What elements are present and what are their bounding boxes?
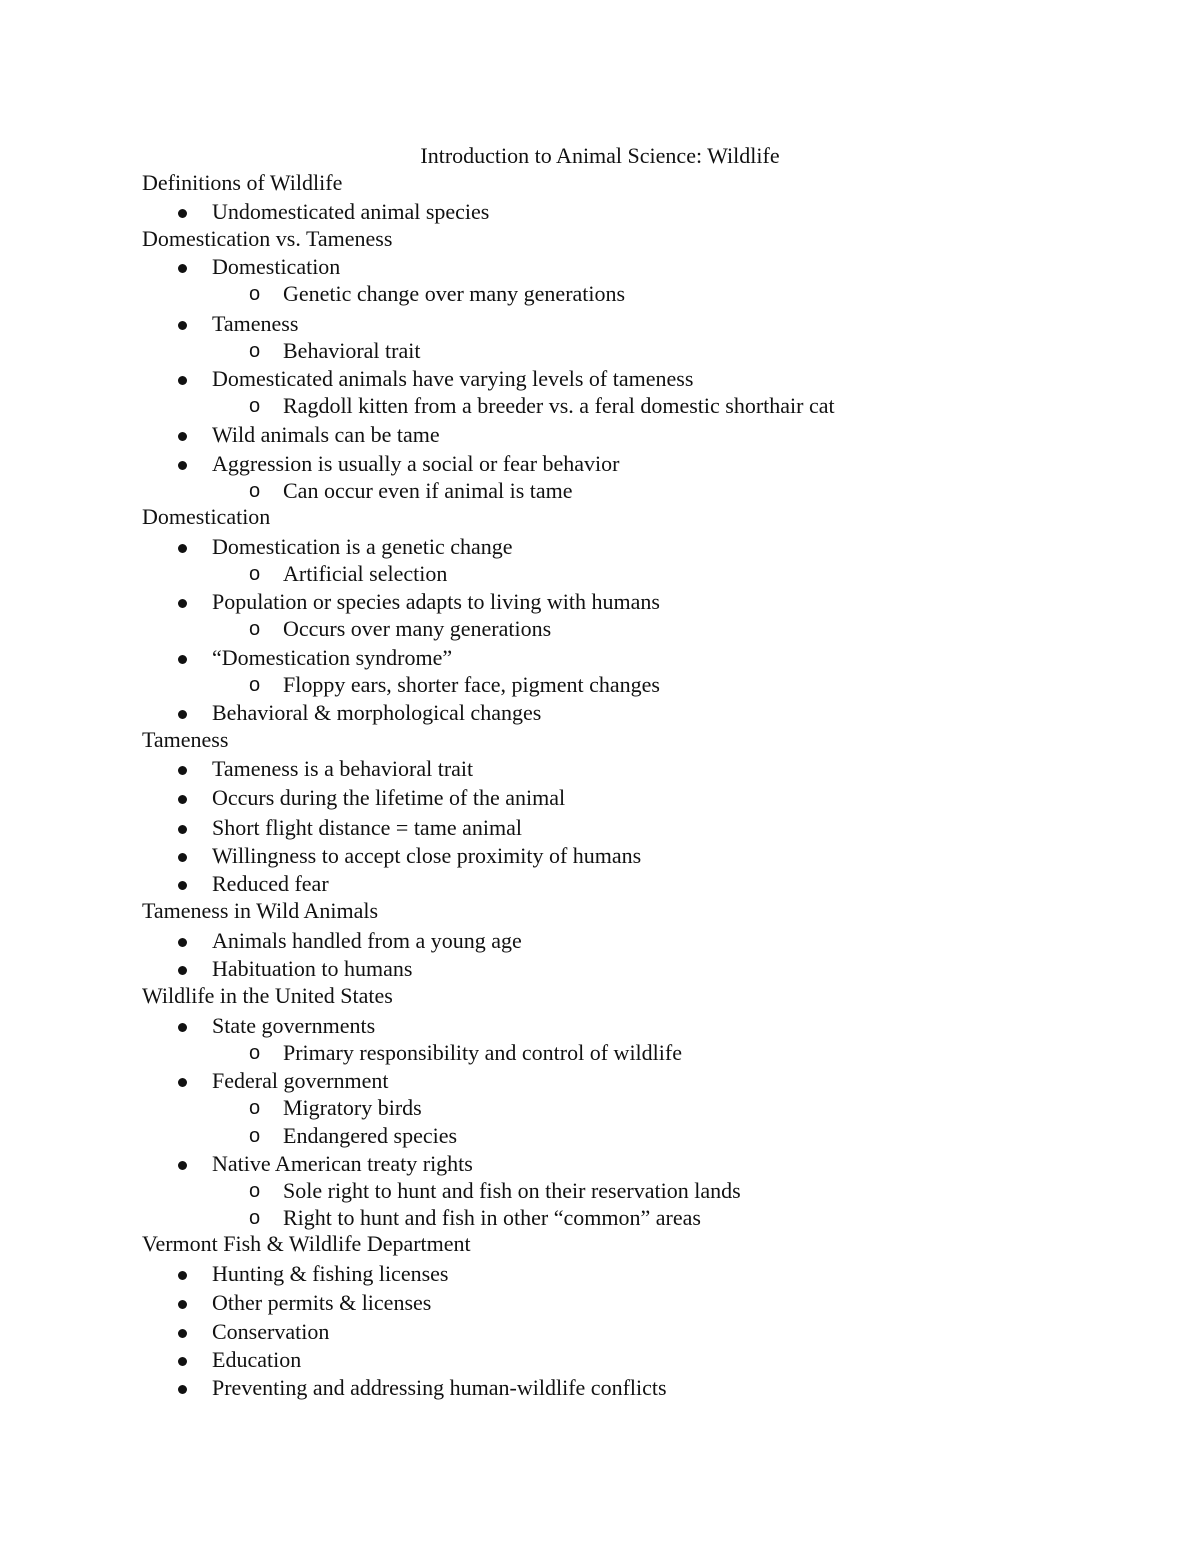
bullet-icon: [178, 1271, 187, 1280]
sub-list-item: Endangered species: [283, 1123, 458, 1148]
bullet-icon: [178, 853, 187, 862]
list-item: State governments: [212, 1013, 376, 1038]
section-heading: Tameness in Wild Animals: [142, 898, 379, 923]
bullet-icon: [178, 1385, 187, 1394]
sub-list-item: Occurs over many generations: [283, 616, 552, 641]
list-item: Short flight distance = tame animal: [212, 815, 522, 840]
sub-list-item: Behavioral trait: [283, 338, 421, 363]
bullet-icon: [178, 881, 187, 890]
list-item: Conservation: [212, 1319, 330, 1344]
document-title: Introduction to Animal Science: Wildlife: [420, 143, 780, 168]
bullet-icon: [178, 461, 187, 470]
sub-bullet-icon: o: [249, 674, 261, 696]
section-heading: Wildlife in the United States: [142, 983, 393, 1008]
bullet-icon: [178, 710, 187, 719]
sub-list-item: Can occur even if animal is tame: [283, 478, 573, 503]
sub-list-item: Floppy ears, shorter face, pigment changes: [283, 672, 660, 697]
sub-list-item: Migratory birds: [283, 1095, 422, 1120]
bullet-icon: [178, 1357, 187, 1366]
sub-bullet-icon: o: [249, 395, 261, 417]
list-item: Native American treaty rights: [212, 1151, 473, 1176]
sub-bullet-icon: o: [249, 618, 261, 640]
bullet-icon: [178, 432, 187, 441]
list-item: Tameness: [212, 311, 299, 336]
sub-list-item: Ragdoll kitten from a breeder vs. a feral domestic shorthair cat: [283, 393, 835, 418]
section-heading: Domestication vs. Tameness: [142, 226, 393, 251]
sub-bullet-icon: o: [249, 340, 261, 362]
sub-list-item: Primary responsibility and control of wildlife: [283, 1040, 682, 1065]
list-item: Tameness is a behavioral trait: [212, 756, 474, 781]
list-item: Hunting & fishing licenses: [212, 1261, 449, 1286]
sub-list-item: Artificial selection: [283, 561, 448, 586]
list-item: Domestication: [212, 254, 341, 279]
sub-list-item: Sole right to hunt and fish on their reservation lands: [283, 1178, 741, 1203]
bullet-icon: [178, 966, 187, 975]
bullet-icon: [178, 1161, 187, 1170]
sub-bullet-icon: o: [249, 1180, 261, 1202]
section-heading: Vermont Fish & Wildlife Department: [142, 1231, 471, 1256]
list-item: Aggression is usually a social or fear behavior: [212, 451, 620, 476]
bullet-icon: [178, 544, 187, 553]
sub-list-item: Right to hunt and fish in other “common” areas: [283, 1205, 701, 1230]
bullet-icon: [178, 209, 187, 218]
sub-bullet-icon: o: [249, 1042, 261, 1064]
sub-bullet-icon: o: [249, 563, 261, 585]
list-item: Population or species adapts to living with humans: [212, 589, 660, 614]
list-item: Domesticated animals have varying levels of tameness: [212, 366, 694, 391]
list-item: “Domestication syndrome”: [212, 645, 453, 670]
list-item: Wild animals can be tame: [212, 422, 440, 447]
list-item: Behavioral & morphological changes: [212, 700, 542, 725]
bullet-icon: [178, 376, 187, 385]
bullet-icon: [178, 766, 187, 775]
bullet-icon: [178, 1329, 187, 1338]
bullet-icon: [178, 795, 187, 804]
sub-bullet-icon: o: [249, 1125, 261, 1147]
sub-bullet-icon: o: [249, 283, 261, 305]
list-item: Animals handled from a young age: [212, 928, 522, 953]
bullet-icon: [178, 655, 187, 664]
section-heading: Tameness: [142, 727, 229, 752]
section-heading: Domestication: [142, 504, 271, 529]
list-item: Habituation to humans: [212, 956, 413, 981]
bullet-icon: [178, 599, 187, 608]
list-item: Education: [212, 1347, 302, 1372]
list-item: Federal government: [212, 1068, 389, 1093]
list-item: Preventing and addressing human-wildlife conflicts: [212, 1375, 667, 1400]
list-item: Undomesticated animal species: [212, 199, 490, 224]
sub-bullet-icon: o: [249, 1207, 261, 1229]
list-item: Other permits & licenses: [212, 1290, 432, 1315]
list-item: Domestication is a genetic change: [212, 534, 513, 559]
bullet-icon: [178, 1078, 187, 1087]
section-heading: Definitions of Wildlife: [142, 170, 343, 195]
list-item: Reduced fear: [212, 871, 329, 896]
bullet-icon: [178, 264, 187, 273]
bullet-icon: [178, 825, 187, 834]
bullet-icon: [178, 1023, 187, 1032]
sub-list-item: Genetic change over many generations: [283, 281, 626, 306]
bullet-icon: [178, 938, 187, 947]
list-item: Occurs during the lifetime of the animal: [212, 785, 566, 810]
list-item: Willingness to accept close proximity of humans: [212, 843, 642, 868]
bullet-icon: [178, 321, 187, 330]
sub-bullet-icon: o: [249, 480, 261, 502]
sub-bullet-icon: o: [249, 1097, 261, 1119]
bullet-icon: [178, 1300, 187, 1309]
